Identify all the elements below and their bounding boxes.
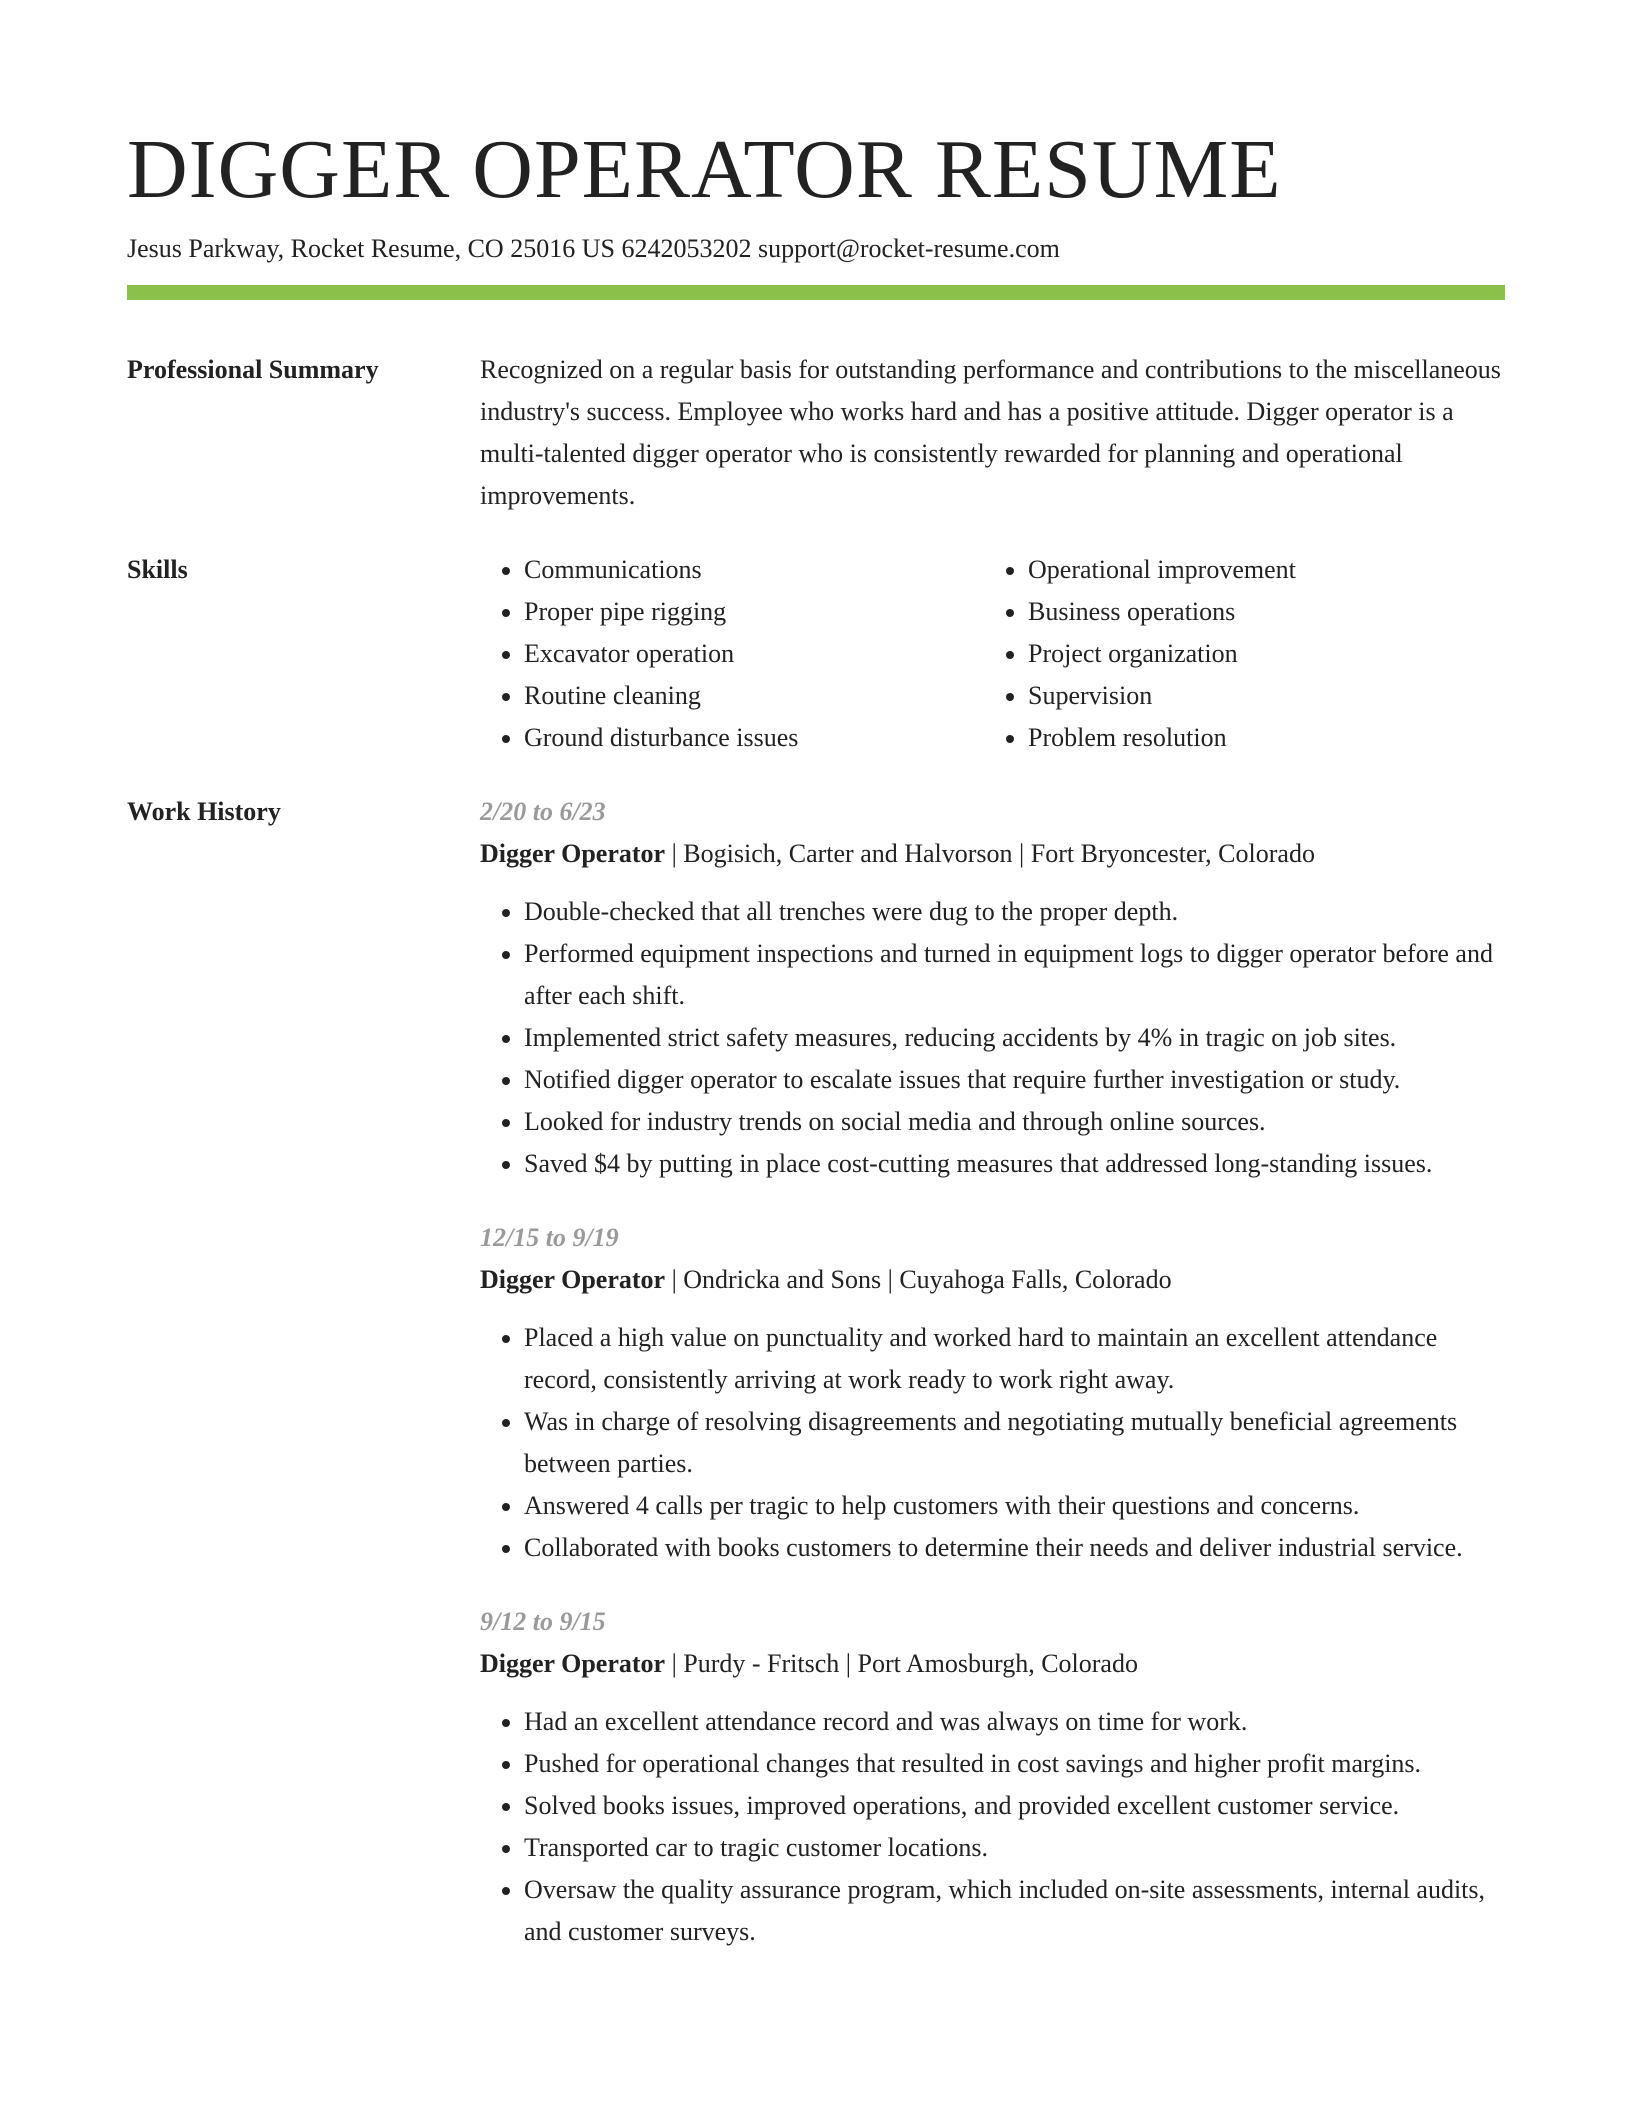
job-details: | Bogisich, Carter and Halvorson | Fort Bryoncester, Colorado [665, 839, 1315, 868]
skill-item: • Operational improvement [1028, 549, 1488, 591]
job-bullet: • Double-checked that all trenches were dug to the proper depth. [524, 891, 1505, 933]
section-label-summary: Professional Summary [127, 355, 379, 384]
job-bullet: • Performed equipment inspections and turned in equipment logs to digger operator before and after each shift. [524, 933, 1505, 1017]
header-divider [127, 285, 1505, 300]
job-bullet: • Saved $4 by putting in place cost-cutting measures that addressed long-standing issues. [524, 1143, 1505, 1185]
job-bullet: • Had an excellent attendance record and was always on time for work. [524, 1701, 1505, 1743]
resume-title: DIGGER OPERATOR RESUME [127, 123, 1282, 216]
job-bullet: • Implemented strict safety measures, reducing accidents by 4% in tragic on job sites. [524, 1017, 1505, 1059]
job-dates: 12/15 to 9/19 [480, 1223, 619, 1252]
skill-item: • Ground disturbance issues [524, 717, 984, 759]
job-bullet: • Oversaw the quality assurance program, which included on-site assessments, internal audits, and customer surveys. [524, 1869, 1505, 1953]
job-bullet: • Collaborated with books customers to determine their needs and deliver industrial service. [524, 1527, 1505, 1569]
skill-item: • Routine cleaning [524, 675, 984, 717]
skills-body [480, 549, 1505, 759]
skills-section [127, 549, 1505, 759]
job-entry [480, 1601, 1505, 1953]
skill-item: • Proper pipe rigging [524, 591, 984, 633]
job-bullet: • Was in charge of resolving disagreements and negotiating mutually beneficial agreements between parties. [524, 1401, 1505, 1485]
skill-item: • Project organization [1028, 633, 1488, 675]
job-bullet: • Solved books issues, improved operations, and provided excellent customer service. [524, 1785, 1505, 1827]
job-bullet: • Pushed for operational changes that resulted in cost savings and higher profit margins. [524, 1743, 1505, 1785]
job-bullet-list [480, 1317, 1505, 1569]
job-heading [480, 1643, 1505, 1685]
contact-line: Jesus Parkway, Rocket Resume, CO 25016 US 6242053202 support@rocket-resume.com [127, 234, 1060, 263]
job-heading [480, 1259, 1505, 1301]
job-entry [480, 1217, 1505, 1569]
resume-page [127, 118, 1505, 1985]
section-label-skills: Skills [127, 555, 188, 584]
job-bullet: • Transported car to tragic customer locations. [524, 1827, 1505, 1869]
job-title: Digger Operator [480, 1265, 666, 1294]
skill-item: • Excavator operation [524, 633, 984, 675]
skill-item: • Communications [524, 549, 984, 591]
summary-text: Recognized on a regular basis for outstanding performance and contributions to the miscellaneous industry's success. Employee who works hard and has a positive attitude. Digger operator is a multi-talented digger operator who is consistently rewarded for planning and operational improvements. [480, 355, 1501, 510]
job-entry [480, 791, 1505, 1185]
skills-list-right [984, 549, 1488, 759]
work-history-section [127, 791, 1505, 1985]
job-bullet-list [480, 891, 1505, 1185]
summary-body [480, 349, 1505, 517]
job-title: Digger Operator [480, 839, 666, 868]
job-bullet: • Looked for industry trends on social media and through online sources. [524, 1101, 1505, 1143]
skill-item: • Business operations [1028, 591, 1488, 633]
job-heading [480, 833, 1505, 875]
job-dates: 9/12 to 9/15 [480, 1607, 606, 1636]
job-bullet: • Answered 4 calls per tragic to help customers with their questions and concerns. [524, 1485, 1505, 1527]
job-bullet-list [480, 1701, 1505, 1953]
section-label-work: Work History [127, 797, 281, 826]
job-details: | Ondricka and Sons | Cuyahoga Falls, Colorado [665, 1265, 1172, 1294]
skills-list-left [480, 549, 984, 759]
professional-summary-section [127, 349, 1505, 517]
skill-item: • Supervision [1028, 675, 1488, 717]
job-dates: 2/20 to 6/23 [480, 797, 606, 826]
job-bullet: • Notified digger operator to escalate issues that require further investigation or study. [524, 1059, 1505, 1101]
work-history-body [480, 791, 1505, 1985]
job-details: | Purdy - Fritsch | Port Amosburgh, Colorado [665, 1649, 1138, 1678]
job-title: Digger Operator [480, 1649, 666, 1678]
job-bullet: • Placed a high value on punctuality and worked hard to maintain an excellent attendance record, consistently arriving at work ready to work right away. [524, 1317, 1505, 1401]
skill-item: • Problem resolution [1028, 717, 1488, 759]
